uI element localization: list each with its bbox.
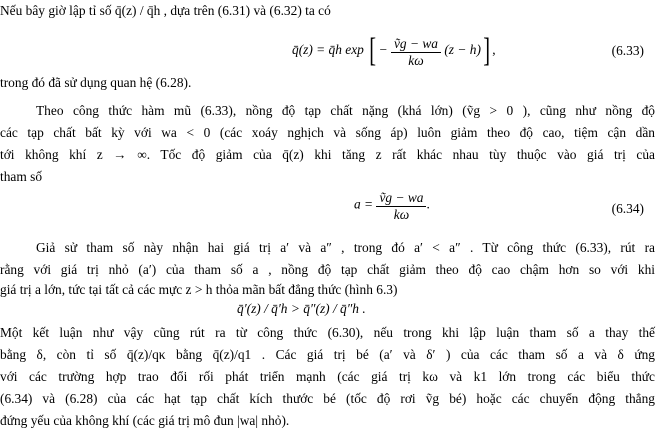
equation-number-6-34: (6.34) xyxy=(611,201,644,216)
eq633-denominator: kω xyxy=(408,52,424,68)
eq634-denominator: kω xyxy=(393,207,410,222)
paragraph-line-10: rằng với giá trị nhỏ (a′) của tham số a , nồng độ tạp chất giảm theo độ cao chậm hơn so với khi xyxy=(0,262,655,277)
eq633-numerator: ṽg − wa xyxy=(391,36,441,53)
eq633-fraction xyxy=(391,36,441,67)
eq634-numerator: ṽg − wa xyxy=(376,190,426,207)
paragraph-line-6: tới không khí z → ∞. Tốc độ giảm của q̄(z) khi tăng z rất khác nhau tùy thuộc vào giá trị của xyxy=(0,147,655,162)
eq633-rhs: (z − h) xyxy=(444,42,481,58)
paragraph-line-9: Giả sử tham số này nhận hai giá trị a′ và a″ , trong đó a′ < a″ . Từ công thức (6.33), rút ra xyxy=(36,240,655,255)
paragraph-line-5: các tạp chất bất kỳ với wa < 0 (các xoáy nghịch và sống áp) luôn giảm theo độ cao, tiệm cận dần xyxy=(0,125,655,140)
paragraph-line-7: tham số xyxy=(0,169,43,184)
left-bracket-icon: [ xyxy=(369,32,377,69)
equation-6-33 xyxy=(292,34,496,68)
paragraph-line-17: đứng yếu của không khí (các giá trị mô đun |wa| nhỏ). xyxy=(0,413,290,428)
paragraph-line-11: giá trị a lớn, tức tại tất cả các mực z > h thỏa mãn bất đẳng thức (hình 6.3) xyxy=(0,282,398,297)
paragraph-line-13: Một kết luận như vậy cũng rút ra từ công thức (6.30), nếu trong khi lập luận tham số a thay thế xyxy=(0,325,655,340)
minus-sign: − xyxy=(378,42,388,58)
paragraph-line-1: Nếu bây giờ lập tỉ số q̄(z) / q̄h , dựa trên (6.31) và (6.32) ta có xyxy=(0,3,331,18)
right-bracket-icon: ] xyxy=(483,32,490,69)
paragraph-line-16: (6.34) và (6.28) của các hạt tạp chất kích thước bé (tốc độ rơi ṽg bé) hoặc các chuyển động thẳng xyxy=(0,391,655,406)
eq634-tail: . xyxy=(426,196,430,212)
paragraph-line-4: Theo công thức hàm mũ (6.33), nồng độ tạp chất nặng (khá lớn) (ṽg > 0 ), cũng như nồng độ xyxy=(36,103,655,118)
paragraph-line-14: bằng δ, còn tỉ số q̄(z)/qκ bằng q̄(z)/q1 . Các giá trị bé (a′ và δ′ ) của các tham số a và δ ứng xyxy=(0,347,655,362)
paragraph-line-3: trong đó đã sử dụng quan hệ (6.28). xyxy=(0,75,192,90)
eq634-fraction xyxy=(376,190,426,221)
inequality: q̄′(z) / q̄′h > q̄″(z) / q̄″h . xyxy=(237,301,366,316)
equation-number-6-33: (6.33) xyxy=(611,43,644,58)
eq633-lhs: q̄(z) = q̄h exp xyxy=(292,42,364,58)
eq633-tail: , xyxy=(492,42,496,58)
equation-6-34 xyxy=(354,190,430,221)
eq634-lhs: a = xyxy=(354,196,374,212)
paragraph-line-15: với các trường hợp trao đổi rối phát triển mạnh (các giá trị kω và k1 lớn trong các biểu thức xyxy=(0,369,655,384)
